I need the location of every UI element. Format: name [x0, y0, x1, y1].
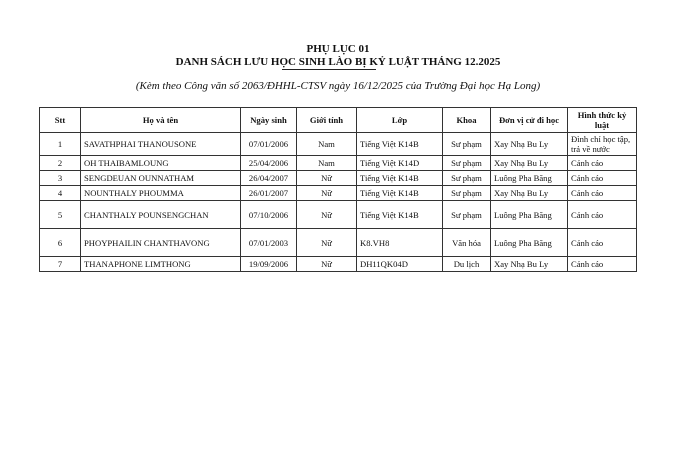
cell-stt: 6: [40, 229, 81, 257]
cell-dob: 26/04/2007: [241, 171, 297, 186]
header-gender: Giới tính: [297, 108, 357, 133]
cell-class: Tiếng Việt K14B: [357, 201, 443, 229]
discipline-table: [39, 107, 637, 272]
table-row: [40, 229, 637, 257]
title-underline: [282, 69, 376, 70]
header-discipline: Hình thức kỷ luật: [568, 108, 637, 133]
cell-gender: Nam: [297, 133, 357, 156]
cell-gender: Nữ: [297, 257, 357, 272]
cell-gender: Nữ: [297, 186, 357, 201]
table-row: [40, 201, 637, 229]
cell-gender: Nữ: [297, 201, 357, 229]
cell-class: K8.VH8: [357, 229, 443, 257]
cell-discipline: Cảnh cáo: [568, 201, 637, 229]
cell-unit: Xay Nhạ Bu Ly: [491, 133, 568, 156]
cell-discipline: Đình chỉ học tập, trả về nước: [568, 133, 637, 156]
header-faculty: Khoa: [443, 108, 491, 133]
cell-dob: 25/04/2006: [241, 156, 297, 171]
cell-name: CHANTHALY POUNSENGCHAN: [81, 201, 241, 229]
header-class: Lớp: [357, 108, 443, 133]
cell-gender: Nam: [297, 156, 357, 171]
cell-class: DH11QK04D: [357, 257, 443, 272]
header-dob: Ngày sinh: [241, 108, 297, 133]
cell-dob: 07/01/2003: [241, 229, 297, 257]
subtitle: (Kèm theo Công văn số 2063/ĐHHL-CTSV ngày 16/12/2025 của Trường Đại học Hạ Long): [135, 80, 541, 92]
cell-faculty: Sư phạm: [443, 156, 491, 171]
cell-unit: Luông Pha Băng: [491, 201, 568, 229]
cell-faculty: Sư phạm: [443, 133, 491, 156]
cell-faculty: Du lịch: [443, 257, 491, 272]
cell-stt: 4: [40, 186, 81, 201]
header-stt: Stt: [40, 108, 81, 133]
cell-faculty: Văn hóa: [443, 229, 491, 257]
table-row: [40, 257, 637, 272]
cell-name: OH THAIBAMLOUNG: [81, 156, 241, 171]
cell-stt: 1: [40, 133, 81, 156]
cell-faculty: Sư phạm: [443, 201, 491, 229]
cell-class: Tiếng Việt K14D: [357, 156, 443, 171]
table-row: [40, 171, 637, 186]
cell-unit: Luông Pha Băng: [491, 171, 568, 186]
cell-class: Tiếng Việt K14B: [357, 133, 443, 156]
cell-name: NOUNTHALY PHOUMMA: [81, 186, 241, 201]
appendix-title: PHỤ LỤC 01: [306, 43, 370, 55]
table-row: [40, 186, 637, 201]
cell-discipline: Cảnh cáo: [568, 257, 637, 272]
cell-dob: 19/09/2006: [241, 257, 297, 272]
cell-stt: 7: [40, 257, 81, 272]
table-header-row: [40, 108, 637, 133]
cell-stt: 3: [40, 171, 81, 186]
cell-unit: Xay Nhạ Bu Ly: [491, 186, 568, 201]
header-name: Họ và tên: [81, 108, 241, 133]
cell-stt: 5: [40, 201, 81, 229]
cell-class: Tiếng Việt K14B: [357, 171, 443, 186]
cell-name: THANAPHONE LIMTHONG: [81, 257, 241, 272]
list-title: DANH SÁCH LƯU HỌC SINH LÀO BỊ KỶ LUẬT THÁNG 12.2025: [175, 56, 501, 68]
cell-unit: Xay Nhạ Bu Ly: [491, 257, 568, 272]
cell-class: Tiếng Việt K14B: [357, 186, 443, 201]
cell-discipline: Cảnh cáo: [568, 229, 637, 257]
cell-name: SAVATHPHAI THANOUSONE: [81, 133, 241, 156]
cell-unit: Xay Nhạ Bu Ly: [491, 156, 568, 171]
cell-faculty: Sư phạm: [443, 171, 491, 186]
cell-dob: 07/10/2006: [241, 201, 297, 229]
cell-unit: Luông Pha Băng: [491, 229, 568, 257]
cell-discipline: Cảnh cáo: [568, 156, 637, 171]
header-unit: Đơn vị cử đi học: [491, 108, 568, 133]
table-row: [40, 156, 637, 171]
cell-discipline: Cảnh cáo: [568, 171, 637, 186]
table-row: [40, 133, 637, 156]
cell-stt: 2: [40, 156, 81, 171]
cell-faculty: Sư phạm: [443, 186, 491, 201]
cell-name: PHOYPHAILIN CHANTHAVONG: [81, 229, 241, 257]
cell-dob: 07/01/2006: [241, 133, 297, 156]
cell-dob: 26/01/2007: [241, 186, 297, 201]
cell-name: SENGDEUAN OUNNATHAM: [81, 171, 241, 186]
cell-gender: Nữ: [297, 171, 357, 186]
cell-discipline: Cảnh cáo: [568, 186, 637, 201]
cell-gender: Nữ: [297, 229, 357, 257]
